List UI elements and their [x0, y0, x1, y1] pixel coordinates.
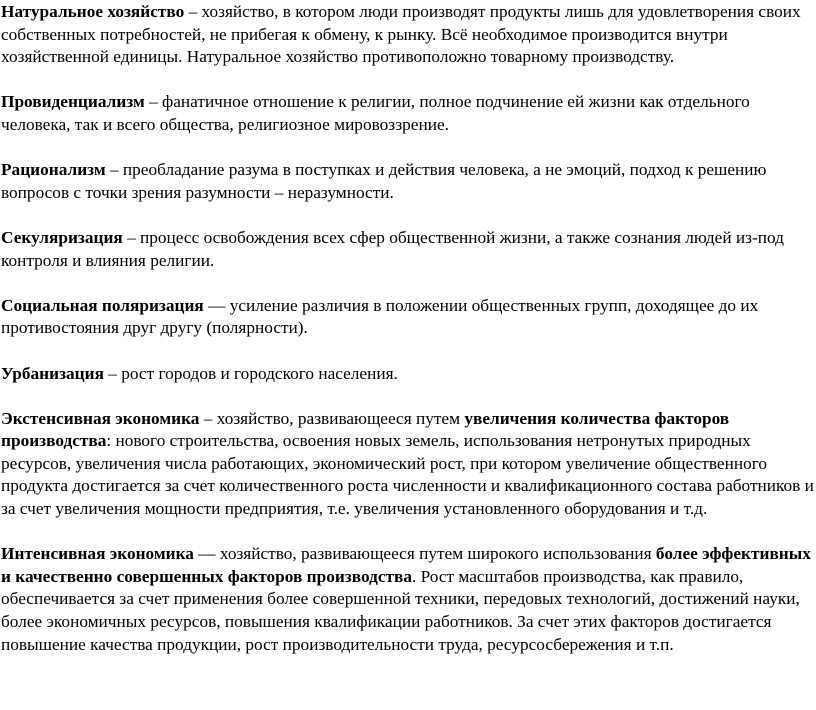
definition-text: — усиление различия в положении общественных групп, доходящее до их противостояния друг другу (полярности). — [1, 295, 759, 338]
term: Рационализм — [1, 160, 106, 180]
definition-text: – процесс освобождения всех сфер общественной жизни, а также сознания людей из-под контроля и влияния религии. — [1, 227, 784, 270]
definition-text: – преобладание разума в поступках и действия человека, а не эмоций, подход к решению вопросов с точки зрения разумности – неразумности. — [1, 160, 767, 202]
definition-providentialism — [1, 91, 816, 136]
definition-text: — хозяйство, развивающееся путем широкого использования — [193, 544, 656, 564]
definition-text: – фанатичное отношение к религии, полное подчинение ей жизни как отдельного человека, так и всего общества, религиозное мировоззрение. — [1, 92, 750, 134]
term: Экстенсивная экономика — [1, 408, 200, 428]
definition-emphasis: увеличения количества факторов производства — [1, 408, 730, 451]
definition-rationalism — [1, 159, 816, 204]
definition-text: – хозяйство, в котором люди производят продукты лишь для удовлетворения своих собственных потребностей, не прибегая к обмену, к рынку. Всё необходимое производится внутри хозяйственной единицы. Натуральное хозяйство противоположно товарному производству. — [1, 2, 801, 67]
definition-text: – хозяйство, развивающееся путем — [199, 408, 465, 428]
definition-secularization — [1, 227, 816, 272]
definition-text: : нового строительства, освоения новых земель, использования нетронутых природных ресурсов, увеличения числа работающих, экономический рост, при котором увеличение общественного продукта достигается за счет количественного роста численности и квалификационного состава работников и за счет увеличения мощности предприятия, т.е. увеличения установленного оборудования и т.д. — [1, 431, 814, 519]
definition-emphasis: более эффективных и качественно совершенных факторов производства — [1, 544, 811, 586]
definition-text: . Рост масштабов производства, как правило, обеспечивается за счет применения более совершенной техники, передовых технологий, достижений науки, более экономичных ресурсов, повышения квалификации работников. За счет этих факторов достигается повышение качества продукции, рост производительности труда, ресурсосбережения и т.п. — [1, 566, 800, 654]
definition-extensive-economy — [1, 408, 816, 521]
term: Секуляризация — [1, 227, 123, 247]
term: Провиденциализм — [1, 92, 145, 112]
definition-urbanization — [1, 363, 816, 386]
definition-social-polarization — [1, 295, 816, 340]
term: Социальная поляризация — [1, 295, 204, 315]
definition-intensive-economy — [1, 543, 816, 656]
definition-text: – рост городов и городского населения. — [103, 363, 398, 383]
term: Натуральное хозяйство — [1, 2, 185, 21]
term: Урбанизация — [1, 363, 104, 383]
term: Интенсивная экономика — [1, 544, 194, 564]
definition-natural-economy — [1, 1, 816, 69]
